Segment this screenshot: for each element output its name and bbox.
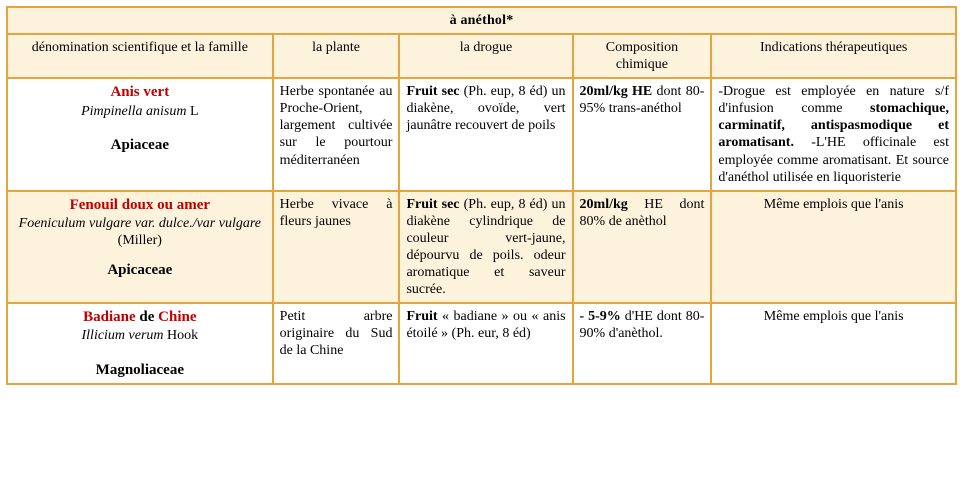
composition-value: 20ml/kg <box>579 196 628 212</box>
plant-latin-name <box>14 327 266 344</box>
composition-value: 20ml/kg HE <box>579 84 653 100</box>
cell-indications <box>711 191 956 303</box>
page-title: à anéthol* <box>7 7 956 34</box>
composition-detail: dont 80-95% trans-anéthol <box>579 84 705 117</box>
table-row <box>7 191 956 303</box>
cell-drogue <box>399 303 572 384</box>
latin-author: L <box>189 103 199 119</box>
cell-denomination <box>7 78 273 190</box>
plante-description: Herbe spontanée au Proche-Orient, largement cultivée sur le pourtour méditerranéen <box>279 84 393 168</box>
plant-family: Apiaceae <box>110 136 169 153</box>
drogue-detail: (Ph. eup, 8 éd) un diakène cylindrique de couleur vert-jaune, dépourvu de poils. odeur aromatique et saveur sucrée. <box>406 196 566 298</box>
column-header-indications: Indications thérapeutiques <box>711 34 956 78</box>
plant-name <box>14 308 266 326</box>
table-row <box>7 303 956 384</box>
cell-plante <box>273 303 400 384</box>
table-row <box>7 78 956 190</box>
latin-binomial: Pimpinella anisum <box>81 103 187 119</box>
plant-family: Apicaceae <box>107 262 173 279</box>
column-header-composition: Composition chimique <box>573 34 712 78</box>
composition-value: - 5-9% <box>579 309 621 325</box>
drogue-description <box>406 196 565 298</box>
composition-detail: d'HE dont 80-90% d'anèthol. <box>579 309 705 342</box>
column-header-denomination: dénomination scientifique et la famille <box>7 34 273 78</box>
drogue-description <box>406 308 565 342</box>
indications-part-bold: stomachique, carminatif, antispasmodique et aromatisant. <box>718 101 949 151</box>
cell-plante <box>273 78 400 190</box>
plant-name-connector: de <box>135 309 159 326</box>
composition-description <box>580 196 705 230</box>
indications-description: Même emplois que l'anis <box>763 196 904 212</box>
plant-family: Magnoliaceae <box>95 361 184 378</box>
composition-description <box>580 308 705 342</box>
drogue-label: Fruit sec <box>406 196 460 212</box>
plant-name-part: Chine <box>158 309 197 326</box>
cell-plante <box>273 191 400 303</box>
drogue-label: Fruit <box>406 309 438 325</box>
indications-part: -L'HE officinale est employée comme aromatisant. Et source d'anéthol utilisée en liquoristerie <box>718 135 949 185</box>
plant-name: Fenouil doux ou amer <box>69 196 211 213</box>
composition-detail: HE dont 80% de anèthol <box>579 196 705 229</box>
column-header-plante: la plante <box>273 34 400 78</box>
cell-indications <box>711 78 956 190</box>
latin-author: Hook <box>167 328 199 344</box>
table-header-row <box>7 34 956 78</box>
latin-binomial: Foeniculum vulgare var. dulce./var vulgare <box>18 216 261 231</box>
cell-composition <box>573 303 712 384</box>
composition-description <box>580 83 705 117</box>
drogue-description <box>406 83 565 134</box>
cell-indications <box>711 303 956 384</box>
latin-binomial: Illicium verum <box>81 328 164 344</box>
plant-name-part: Badiane <box>83 309 136 326</box>
plants-table <box>6 6 957 385</box>
indications-description <box>718 83 949 185</box>
plant-latin-name <box>14 103 266 120</box>
latin-author: (Miller) <box>117 233 162 249</box>
cell-composition <box>573 191 712 303</box>
title-row <box>7 7 956 34</box>
drogue-detail: « badiane » ou « anis étoilé » (Ph. eur, 8 éd) <box>406 309 566 342</box>
cell-denomination <box>7 303 273 384</box>
drogue-label: Fruit sec <box>406 84 460 100</box>
indications-part: -Drogue est employée en nature s/f d'infusion comme <box>718 84 949 117</box>
drogue-detail: (Ph. eup, 8 éd) un diakène, ovoïde, vert jaunâtre recouvert de poils <box>406 84 566 134</box>
plante-description: Herbe vivace à fleurs jaunes <box>279 196 393 229</box>
cell-composition <box>573 78 712 190</box>
cell-drogue <box>399 191 572 303</box>
plante-description: Petit arbre originaire du Sud de la Chine <box>279 309 393 359</box>
cell-drogue <box>399 78 572 190</box>
cell-denomination <box>7 191 273 303</box>
column-header-drogue: la drogue <box>399 34 572 78</box>
plant-name: Anis vert <box>110 84 170 101</box>
plant-latin-name <box>14 215 266 249</box>
indications-description: Même emplois que l'anis <box>763 309 904 325</box>
